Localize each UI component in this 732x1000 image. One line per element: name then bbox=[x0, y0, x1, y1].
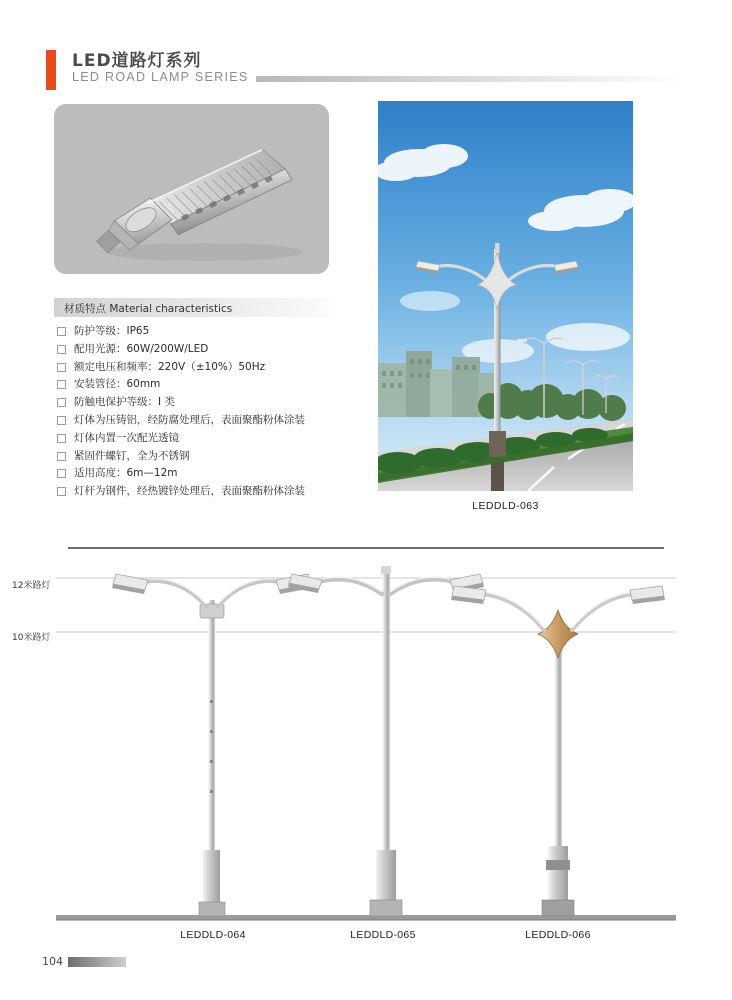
pole-drawing-064 bbox=[112, 574, 312, 916]
checkbox-icon bbox=[57, 327, 66, 336]
checkbox-icon bbox=[57, 452, 66, 461]
page-title-cn: LED道路灯系列 bbox=[72, 51, 202, 71]
pole-elevation-drawings bbox=[56, 560, 676, 940]
accent-bar bbox=[46, 50, 56, 90]
list-item bbox=[56, 394, 346, 412]
product-photo-panel bbox=[54, 104, 329, 274]
list-item bbox=[56, 448, 346, 466]
list-item-label: 适用高度：6m—12m bbox=[74, 467, 178, 480]
material-characteristics-header bbox=[54, 298, 329, 317]
checkbox-icon bbox=[57, 345, 66, 354]
checkbox-icon bbox=[57, 380, 66, 389]
list-item-label: 安装管径：60mm bbox=[74, 378, 161, 391]
list-item-label: 配用光源：60W/200W/LED bbox=[74, 342, 209, 355]
pole-caption-065: LEDDLD-065 bbox=[350, 929, 416, 941]
dimension-label-12m: 12米路灯 bbox=[12, 581, 51, 591]
page-number: 104 bbox=[42, 955, 63, 968]
list-item bbox=[56, 359, 346, 377]
list-item bbox=[56, 465, 346, 483]
installation-photo bbox=[378, 101, 633, 491]
technical-drawing-area bbox=[56, 560, 676, 940]
list-item-label: 灯杆为钢件，经热镀锌处理后，表面聚酯粉体涂装 bbox=[74, 485, 305, 498]
dimension-label-10m: 10米路灯 bbox=[12, 633, 51, 643]
checkbox-icon bbox=[57, 363, 66, 372]
list-item bbox=[56, 412, 346, 430]
checkbox-icon bbox=[57, 398, 66, 407]
list-item-label: 防触电保护等级：I 类 bbox=[74, 396, 175, 409]
checkbox-icon bbox=[57, 434, 66, 443]
list-item-label: 紧固件螺钉，全为不锈钢 bbox=[74, 449, 190, 462]
pole-caption-066: LEDDLD-066 bbox=[525, 929, 591, 941]
pole-caption-064: LEDDLD-064 bbox=[180, 929, 246, 941]
checkbox-icon bbox=[57, 469, 66, 478]
photo-caption: LEDDLD-063 bbox=[472, 500, 539, 512]
list-item bbox=[56, 483, 346, 501]
street-scene-illustration bbox=[378, 101, 633, 491]
page-header bbox=[46, 46, 686, 94]
material-characteristics-title: 材质特点 Material characteristics bbox=[64, 303, 233, 315]
section-divider bbox=[68, 547, 664, 549]
pole-drawing-066 bbox=[451, 586, 665, 916]
list-item bbox=[56, 341, 346, 359]
list-item bbox=[56, 430, 346, 448]
led-street-lamp-illustration bbox=[54, 104, 329, 274]
list-item bbox=[56, 323, 346, 341]
list-item-label: 防护等级：IP65 bbox=[74, 325, 150, 337]
footer-bar bbox=[68, 957, 126, 967]
checkbox-icon bbox=[57, 487, 66, 496]
list-item-label: 灯体内置一次配光透镜 bbox=[74, 431, 179, 444]
checkbox-icon bbox=[57, 416, 66, 425]
material-characteristics-list bbox=[56, 323, 346, 501]
list-item-label: 灯体为压铸铝，经防腐处理后，表面聚酯粉体涂装 bbox=[74, 413, 305, 426]
header-rule bbox=[256, 76, 686, 82]
page-title-en: LED ROAD LAMP SERIES bbox=[72, 70, 249, 84]
list-item bbox=[56, 376, 346, 394]
list-item-label: 额定电压和频率：220V（±10%）50Hz bbox=[74, 360, 266, 373]
pole-drawing-065 bbox=[288, 566, 484, 916]
